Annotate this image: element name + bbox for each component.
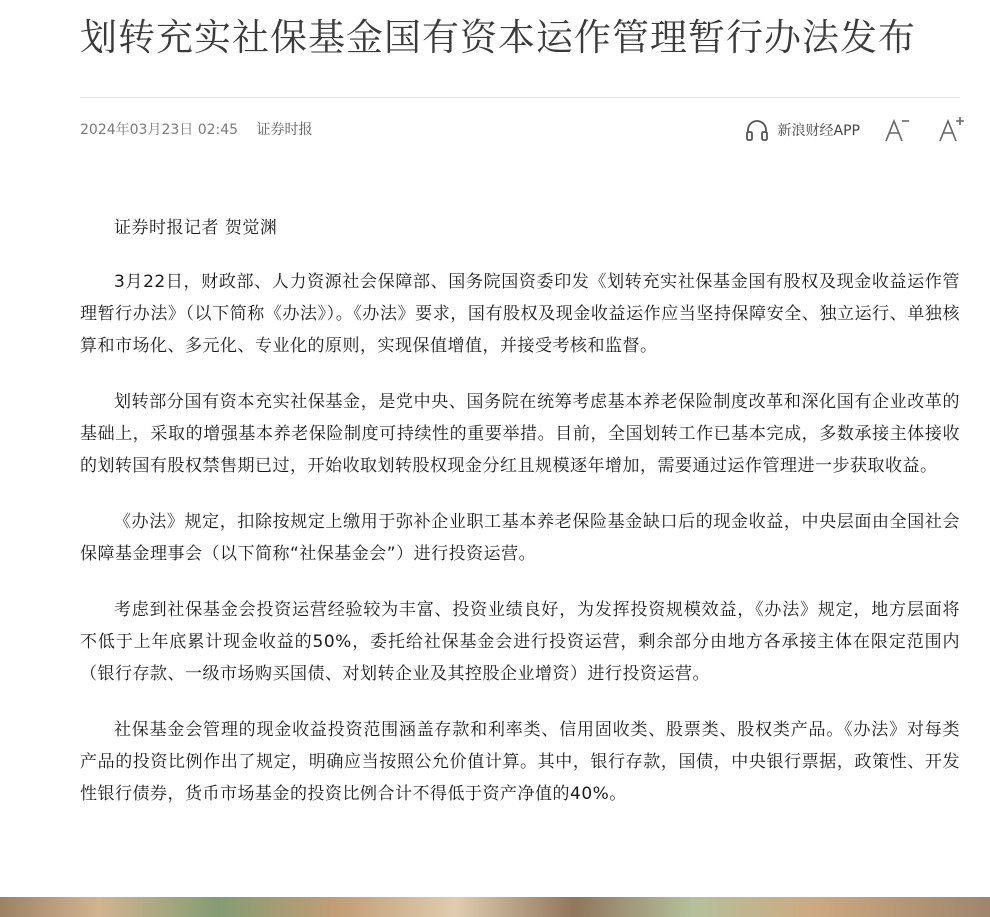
font-increase-button[interactable]	[934, 113, 968, 147]
sina-finance-app-link[interactable]	[744, 117, 860, 143]
font-decrease-button[interactable]	[880, 113, 914, 147]
bottom-image-strip	[0, 897, 990, 917]
article-title: 划转充实社保基金国有资本运作管理暂行办法发布	[80, 16, 916, 59]
article-meta	[80, 118, 313, 142]
paragraph: 考虑到社保基金会投资运营经验较为丰富、投资业绩良好，为发挥投资规模效益，《办法》规定，地方层面将不低于上年底累计现金收益的50%，委托给社保基金会进行投资运营，剩余部分由地方各承接主体在限定范围内（银行存款、一级市场购买国债、对划转企业及其控股企业增资）进行投资运营。	[80, 600, 960, 684]
publish-date: 2024年03月23日 02:45	[80, 122, 239, 138]
paragraph: 社保基金会管理的现金收益投资范围涵盖存款和利率类、信用固收类、股票类、股权类产品。《办法》对每类产品的投资比例作出了规定，明确应当按照公允价值计算。其中，银行存款，国债，中央银行票据，政策性、开发性银行债券，货币市场基金的投资比例合计不得低于资产净值的40%。	[80, 720, 960, 804]
article-toolbar	[744, 112, 968, 148]
headphones-icon	[744, 117, 770, 143]
paragraph: 3月22日，财政部、人力资源社会保障部、国务院国资委印发《划转充实社保基金国有股权及现金收益运作管理暂行办法》（以下简称《办法》）。《办法》要求，国有股权及现金收益运作应当坚持保障安全、独立运行、单独核算和市场化、多元化、专业化的原则，实现保值增值，并接受考核和监督。	[80, 272, 960, 356]
header-divider	[80, 97, 960, 98]
font-decrease-icon	[882, 115, 912, 145]
app-label: 新浪财经APP	[777, 123, 860, 139]
article-body	[80, 212, 960, 834]
paragraph: 《办法》规定，扣除按规定上缴用于弥补企业职工基本养老保险基金缺口后的现金收益，中央层面由全国社会保障基金理事会（以下简称“社保基金会”）进行投资运营。	[80, 512, 960, 564]
source-link[interactable]: 证券时报	[256, 122, 313, 138]
font-increase-icon	[936, 115, 966, 145]
byline: 证券时报记者 贺觉渊	[114, 218, 278, 238]
paragraph: 划转部分国有资本充实社保基金，是党中央、国务院在统筹考虑基本养老保险制度改革和深化国有企业改革的基础上，采取的增强基本养老保险制度可持续性的重要举措。目前，全国划转工作已基本完成，多数承接主体接收的划转国有股权禁售期已过，开始收取划转股权现金分红且规模逐年增加，需要通过运作管理进一步获取收益。	[80, 392, 960, 476]
